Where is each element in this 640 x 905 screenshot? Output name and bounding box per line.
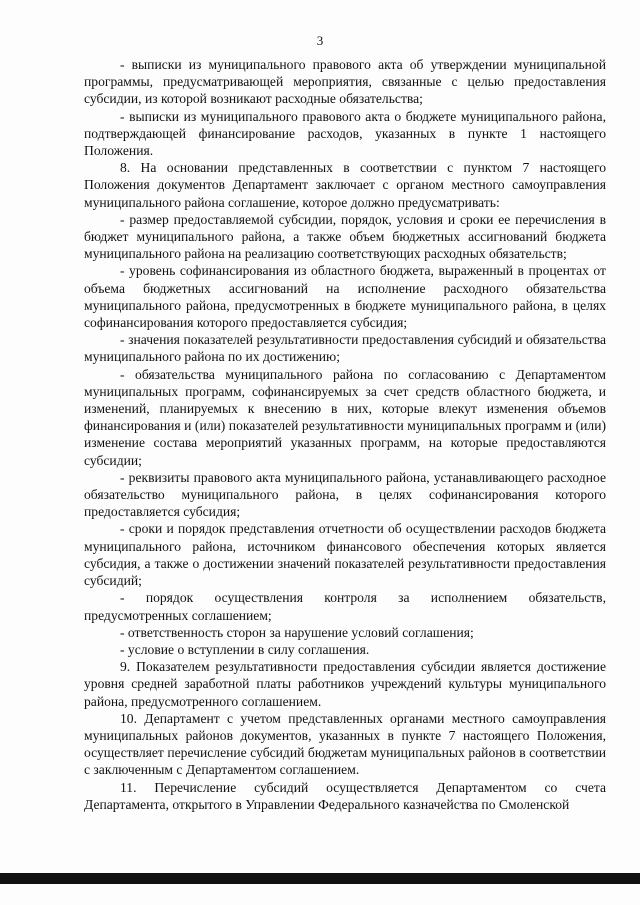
paragraph: - сроки и порядок представления отчетности об осуществлении расходов бюджета муниципального района, источником финансового обеспечения которых является субсидия, а также о достижении значений показателей результативности предоставления субсидий; bbox=[84, 521, 606, 589]
document-body bbox=[84, 56, 606, 813]
scan-edge-bar bbox=[0, 873, 640, 884]
paragraph: - размер предоставляемой субсидии, порядок, условия и сроки ее перечисления в бюджет муниципального района, а также объем бюджетных ассигнований бюджета муниципального района на реализацию соответствующих расходных обязательств; bbox=[84, 211, 606, 262]
paragraph: - выписки из муниципального правового акта об утверждении муниципальной программы, предусматривающей мероприятия, связанные с целью предоставления субсидии, из которой возникают расходные обязательства; bbox=[84, 57, 606, 107]
paragraph: - выписки из муниципального правового акта о бюджете муниципального района, подтверждающей финансирование расходов, указанных в пункте 1 настоящего Положения. bbox=[84, 108, 606, 159]
paragraph: - значения показателей результативности предоставления субсидий и обязательства муниципального района по их достижению; bbox=[84, 332, 606, 365]
paragraph: - уровень софинансирования из областного бюджета, выраженный в процентах от объема бюджетных ассигнований на исполнение расходного обязательства муниципального района, предусмотренных в бюджете муниципального района, в целях софинансирования которого предоставляется субсидия; bbox=[84, 263, 606, 331]
paragraph: 9. Показателем результативности предоставления субсидии является достижение уровня средней заработной платы работников учреждений культуры муниципального района, предусмотренного соглашением. bbox=[84, 659, 606, 709]
paragraph: - порядок осуществления контроля за исполнением обязательств, предусмотренных соглашением; bbox=[84, 590, 606, 623]
paragraph: 11. Перечисление субсидий осуществляется Департаментом со счета Департамента, открытого в Управлении Федерального казначейства по Смоленской bbox=[84, 779, 606, 812]
paragraph: - ответственность сторон за нарушение условий соглашения; bbox=[120, 624, 474, 640]
paragraph: 8. На основании представленных в соответствии с пунктом 7 настоящего Положения документов Департамент заключает с органом местного самоуправления муниципального района соглашение, которое должно предусматривать: bbox=[84, 160, 606, 210]
paragraph: 10. Департамент с учетом представленных органами местного самоуправления муниципальных районов документов, указанных в пункте 7 настоящего Положения, осуществляет перечисление субсидий бюджетам муниципальных районов в соответствии с заключенным с Департаментом соглашением. bbox=[84, 710, 606, 778]
paragraph: - условие о вступлении в силу соглашения. bbox=[120, 641, 370, 657]
page-number: 3 bbox=[316, 33, 324, 48]
paragraph: - реквизиты правового акта муниципального района, устанавливающего расходное обязательство муниципального района, в целях софинансирования которого предоставляется субсидия; bbox=[84, 469, 606, 520]
paragraph: - обязательства муниципального района по согласованию с Департаментом муниципальных программ, софинансируемых за счет средств областного бюджета, и изменений, планируемых к внесению в них, которые влекут изменения объемов финансирования и (или) показателей результативности муниципальных программ и (или) изменение состава мероприятий указанных программ, на которые предоставляются субсидии; bbox=[84, 366, 606, 468]
